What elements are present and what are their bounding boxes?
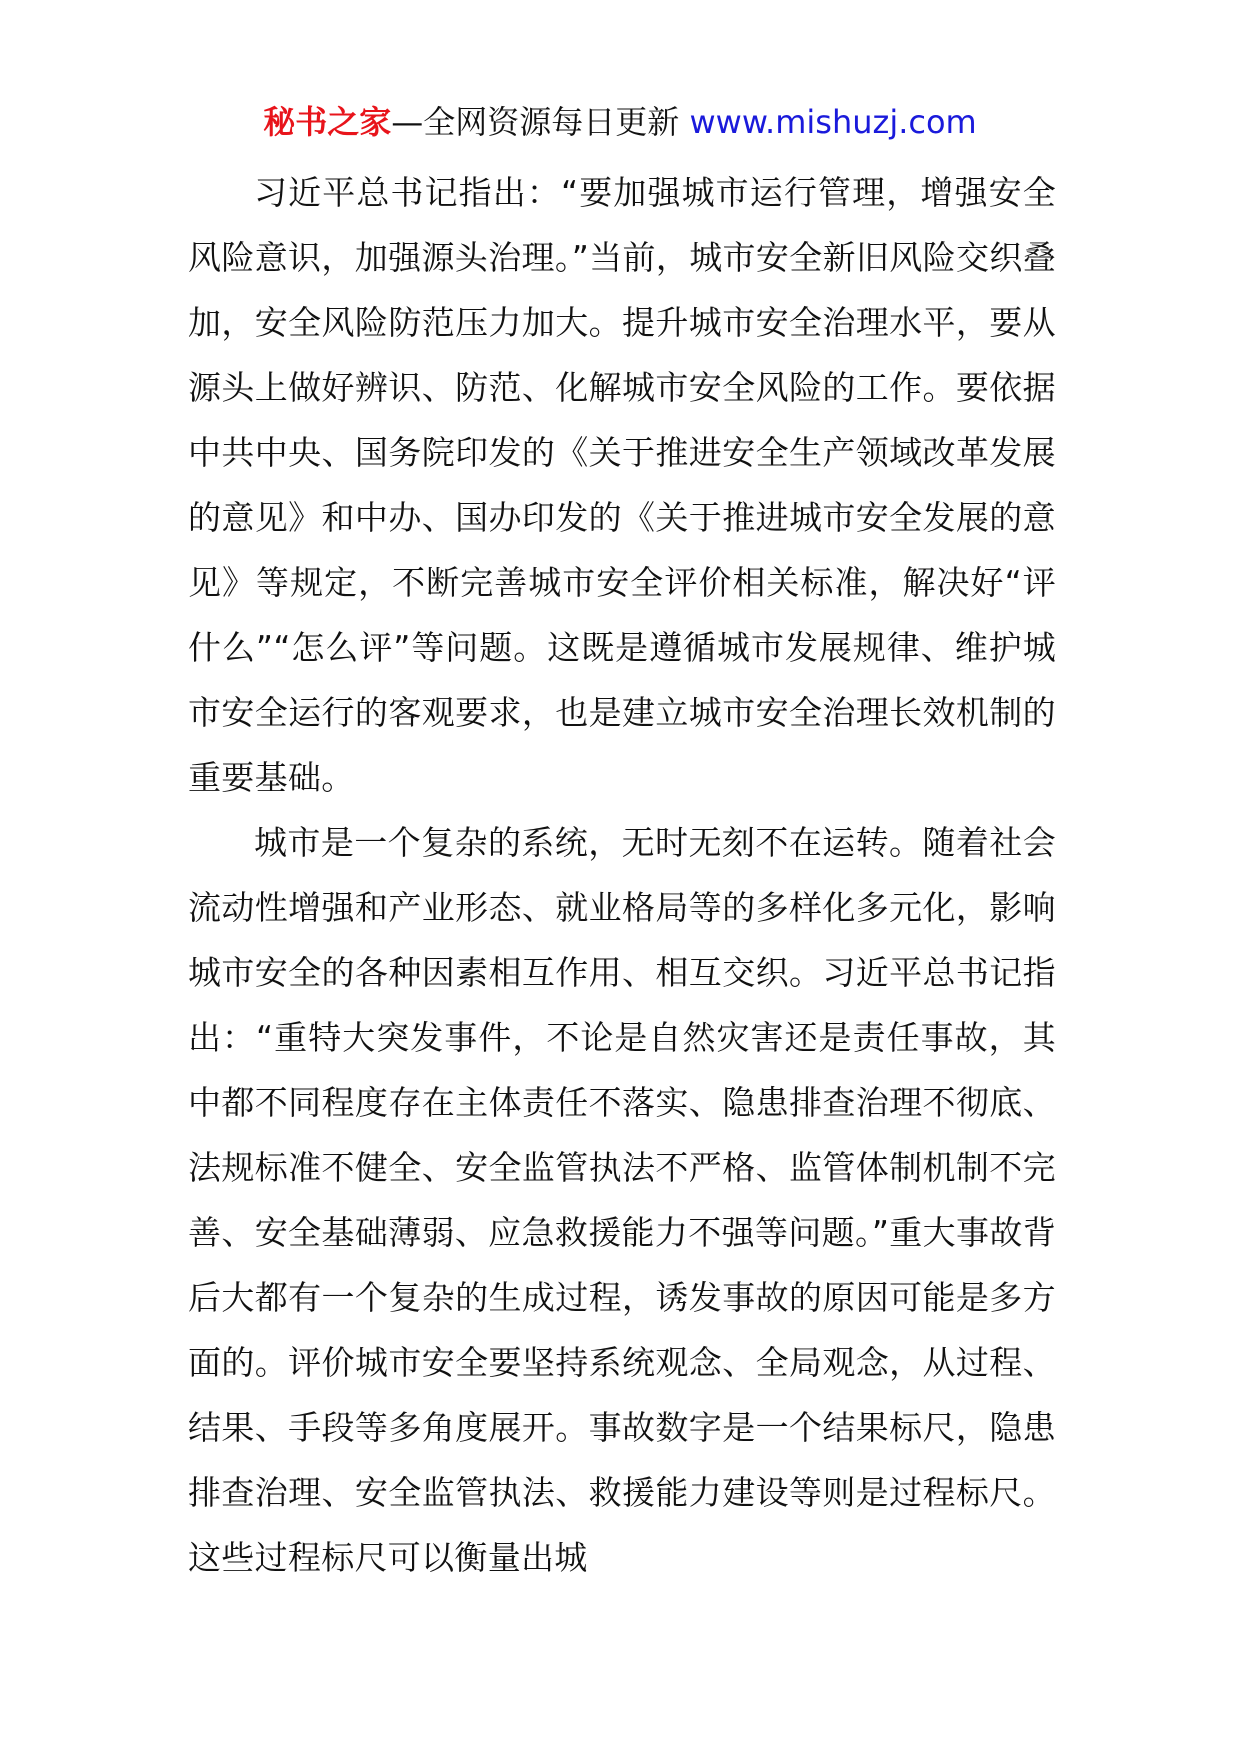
- site-url-link[interactable]: www.mishuzj.com: [689, 103, 977, 141]
- article-body: [188, 160, 1056, 1590]
- page-header: [0, 100, 1240, 144]
- paragraph-1: 习近平总书记指出：“要加强城市运行管理，增强安全风险意识，加强源头治理。”当前，城市安全新旧风险交织叠加，安全风险防范压力加大。提升城市安全治理水平，要从源头上做好辨识、防范、化解城市安全风险的工作。要依据中共中央、国务院印发的《关于推进安全生产领域改革发展的意见》和中办、国办印发的《关于推进城市安全发展的意见》等规定，不断完善城市安全评价相关标准，解决好“评什么”“怎么评”等问题。这既是遵循城市发展规律、维护城市安全运行的客观要求，也是建立城市安全治理长效机制的重要基础。: [188, 173, 1056, 797]
- paragraph-2: 城市是一个复杂的系统，无时无刻不在运转。随着社会流动性增强和产业形态、就业格局等的多样化多元化，影响城市安全的各种因素相互作用、相互交织。习近平总书记指出：“重特大突发事件，不论是自然灾害还是责任事故，其中都不同程度存在主体责任不落实、隐患排查治理不彻底、法规标准不健全、安全监管执法不严格、监管体制机制不完善、安全基础薄弱、应急救援能力不强等问题。”重大事故背后大都有一个复杂的生成过程，诱发事故的原因可能是多方面的。评价城市安全要坚持系统观念、全局观念，从过程、结果、手段等多角度展开。事故数字是一个结果标尺，隐患排查治理、安全监管执法、救援能力建设等则是过程标尺。这些过程标尺可以衡量出城: [188, 823, 1056, 1577]
- brand-name: 秘书之家: [263, 103, 392, 141]
- header-tagline: —全网资源每日更新: [391, 103, 680, 141]
